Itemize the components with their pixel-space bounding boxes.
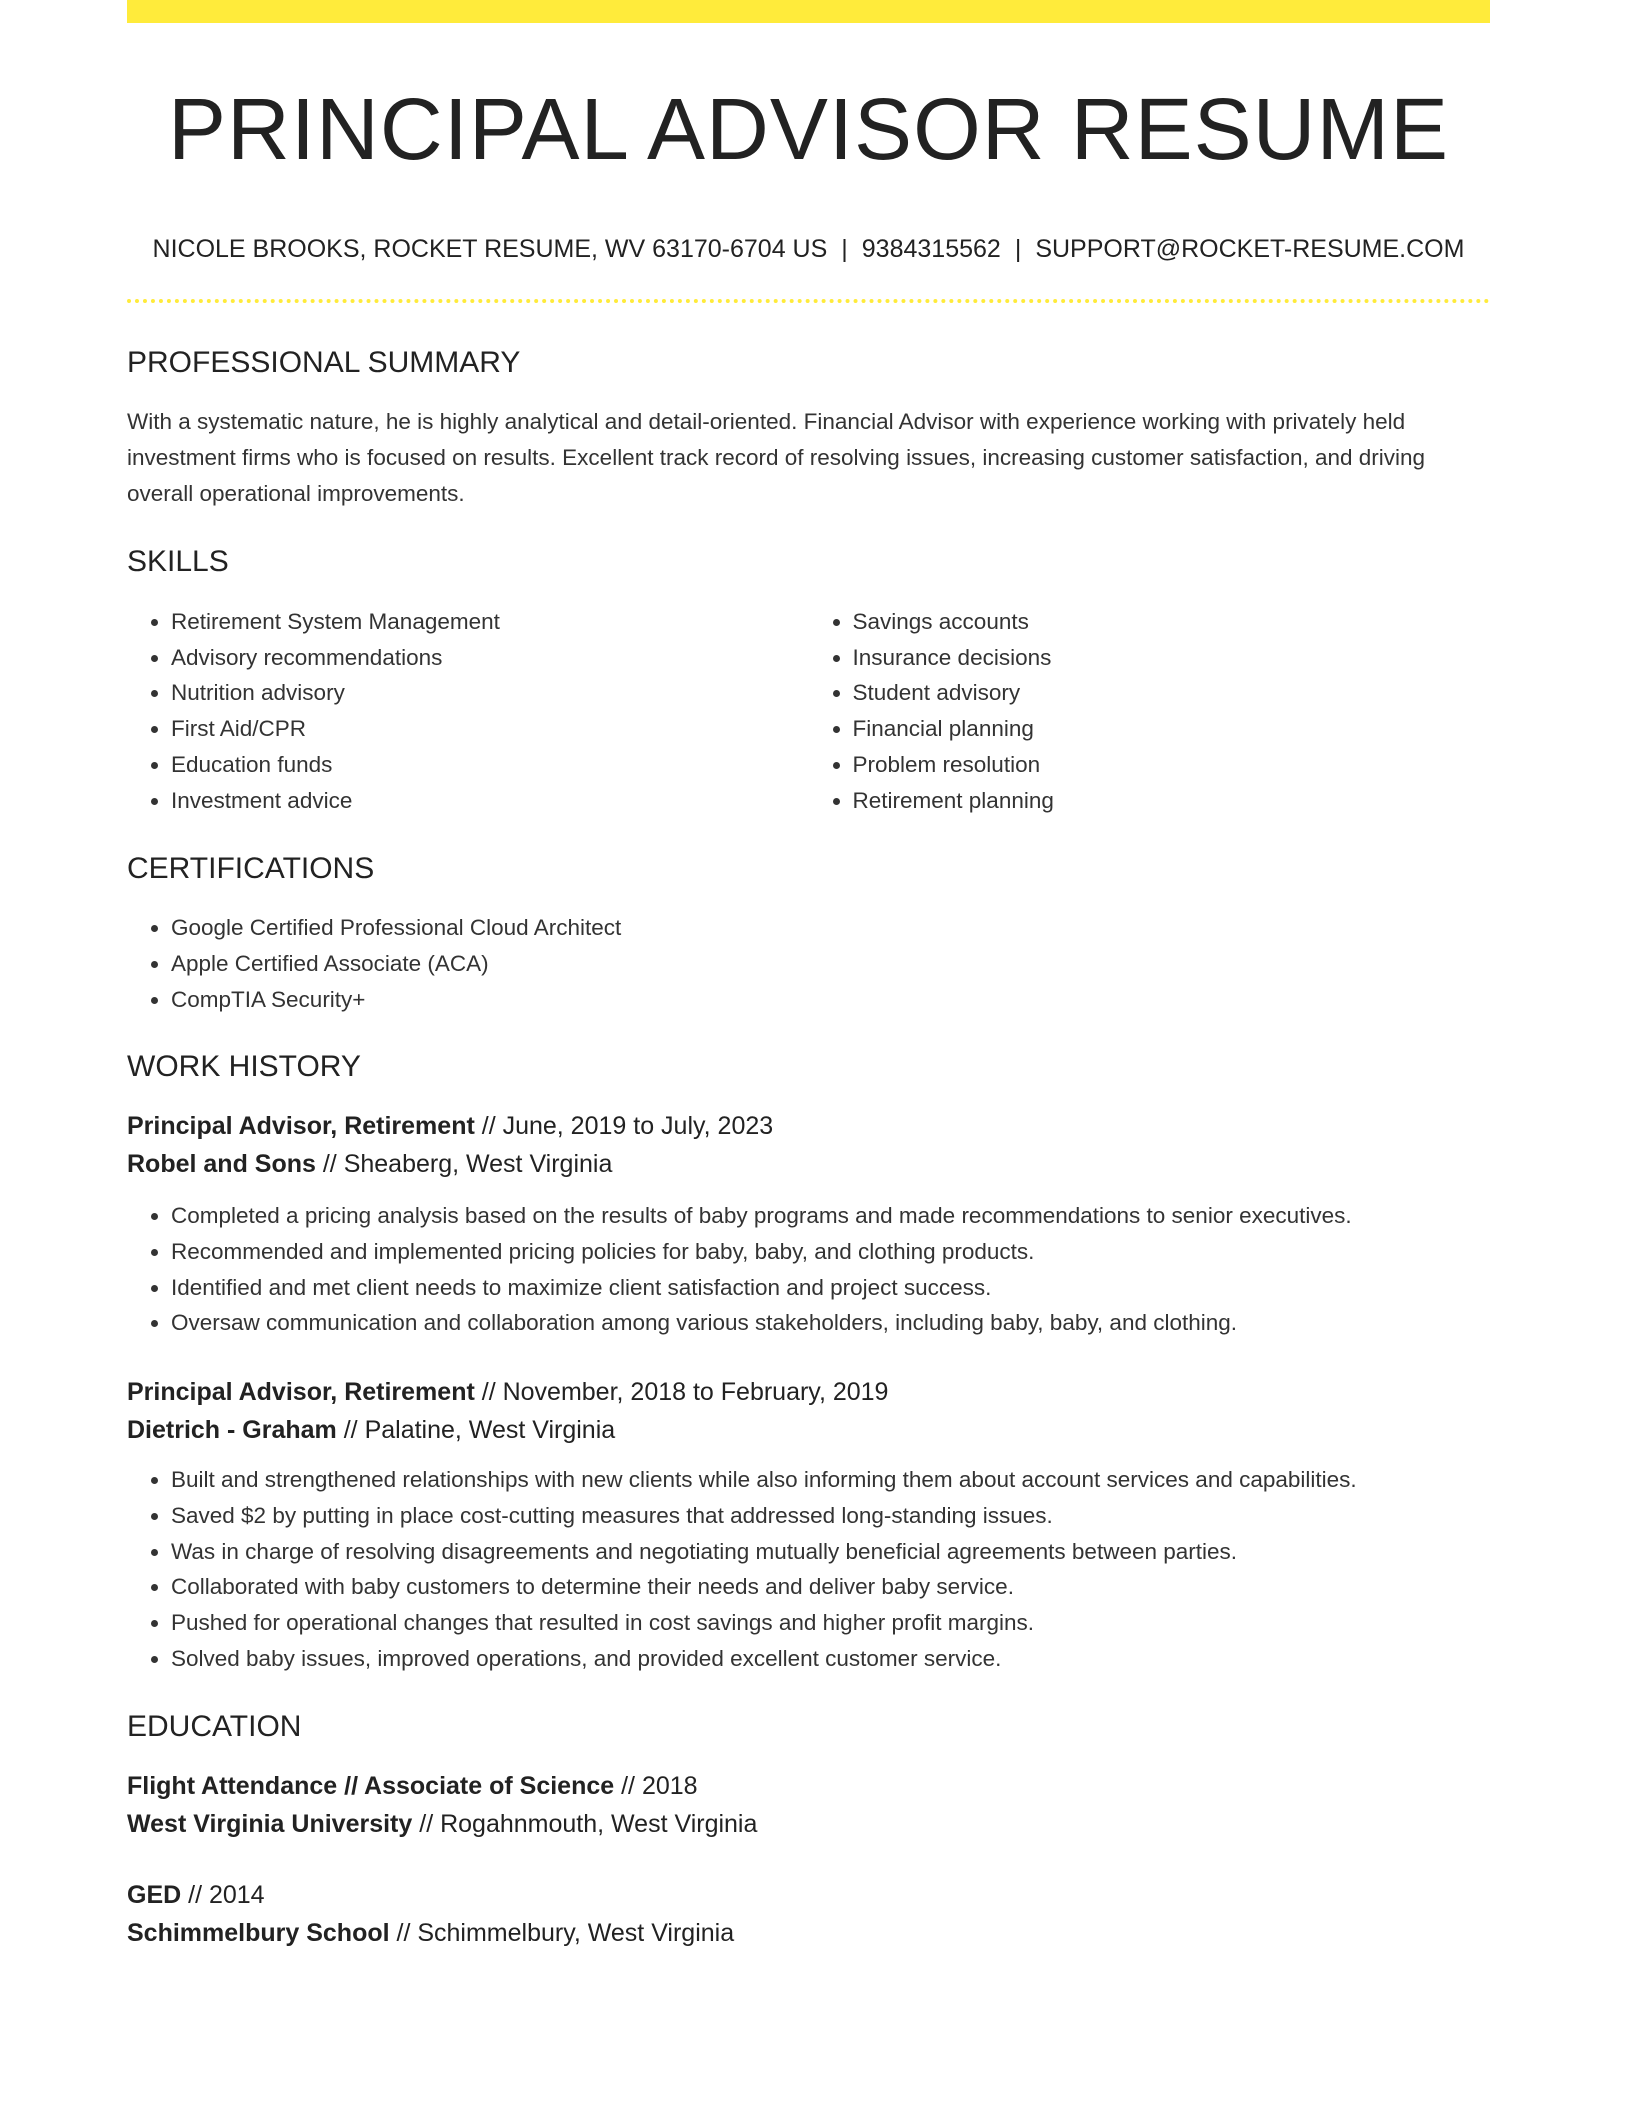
job-bullet: • Completed a pricing analysis based on the results of baby programs and made recommendations to senior executives. [171,1198,1490,1234]
education-school-line [127,1914,1490,1952]
job-bullet: • Solved baby issues, improved operations, and provided excellent customer service. [171,1641,1490,1677]
job-company: Robel and Sons [127,1150,316,1179]
skill-item: • Savings accounts [853,604,1491,640]
education-entry [127,1767,1490,1843]
dotted-divider [127,299,1490,303]
education-location: // Rogahnmouth, West Virginia [412,1810,758,1839]
education-school: Schimmelbury School [127,1919,390,1948]
education-entry [127,1876,1490,1952]
education-location: // Schimmelbury, West Virginia [389,1919,735,1948]
education-degree: GED [127,1881,182,1910]
section-heading-certifications: CERTIFICATIONS [127,852,375,886]
top-accent-bar [127,0,1490,23]
education-year: // 2014 [181,1881,265,1910]
contact-email: SUPPORT@ROCKET-RESUME.COM [1035,235,1465,263]
skill-item: • Problem resolution [853,747,1491,783]
skills-grid [127,604,1490,818]
skills-list-right [809,604,1491,818]
job-company: Dietrich - Graham [127,1416,337,1445]
job-title: Principal Advisor, Retirement [127,1378,475,1407]
job-location: // Sheaberg, West Virginia [315,1150,613,1179]
contact-phone: 9384315562 [861,235,1001,263]
certifications-list [127,910,1490,1017]
contact-address: NICOLE BROOKS, ROCKET RESUME, WV 63170-6704 US [152,235,828,263]
skill-item: • Retirement planning [853,783,1491,819]
summary-text: With a systematic nature, he is highly analytical and detail-oriented. Financial Advisor with experience working with privately held investment firms who is focused on results. Excellent track record of resolving issues, increasing customer satisfaction, and driving overall operational improvements. [127,409,1426,506]
resume-page [127,0,1490,1952]
education-school-line [127,1805,1490,1843]
job-bullet: • Oversaw communication and collaboration among various stakeholders, including baby, baby, and clothing. [171,1305,1490,1341]
contact-separator: | [1014,235,1022,263]
job-bullet: • Was in charge of resolving disagreements and negotiating mutually beneficial agreements between parties. [171,1534,1490,1570]
skill-item: • Financial planning [853,711,1491,747]
section-heading-skills: SKILLS [127,545,229,578]
education-degree: Flight Attendance // Associate of Science [127,1772,615,1801]
skill-item: • Insurance decisions [853,640,1491,676]
job-bullet: • Saved $2 by putting in place cost-cutting measures that addressed long-standing issues. [171,1498,1490,1534]
job-title-line [127,1373,1490,1411]
job-dates: // June, 2019 to July, 2023 [474,1112,774,1141]
job-bullet: • Built and strengthened relationships with new clients while also informing them about account services and capabilities. [171,1462,1490,1498]
job-bullet: • Pushed for operational changes that resulted in cost savings and higher profit margins. [171,1605,1490,1641]
certification-item: • Google Certified Professional Cloud Architect [171,910,1490,946]
skill-item: • First Aid/CPR [171,711,809,747]
contact-separator: | [841,235,848,263]
education-year: // 2018 [614,1772,698,1801]
job-bullet: • Recommended and implemented pricing policies for baby, baby, and clothing products. [171,1234,1490,1270]
skill-item: • Advisory recommendations [171,640,809,676]
job-entry [127,1107,1490,1341]
resume-title: PRINCIPAL ADVISOR RESUME [168,81,1449,178]
job-company-line [127,1411,1490,1449]
section-heading-summary: PROFESSIONAL SUMMARY [127,346,521,379]
section-heading-work-history: WORK HISTORY [127,1050,361,1084]
education-school: West Virginia University [127,1810,413,1839]
job-bullets [127,1198,1490,1341]
job-company-line [127,1145,1490,1183]
certification-item: • Apple Certified Associate (ACA) [171,946,1490,982]
job-title: Principal Advisor, Retirement [127,1112,475,1141]
job-entry [127,1373,1490,1676]
certification-item: • CompTIA Security+ [171,982,1490,1018]
job-location: // Palatine, West Virginia [336,1416,616,1445]
skill-item: • Investment advice [171,783,809,819]
job-bullets [127,1462,1490,1676]
job-bullet: • Collaborated with baby customers to determine their needs and deliver baby service. [171,1569,1490,1605]
job-dates: // November, 2018 to February, 2019 [474,1378,889,1407]
education-degree-line [127,1876,1490,1914]
skills-list-left [127,604,809,818]
section-heading-education: EDUCATION [127,1710,302,1744]
job-bullet: • Identified and met client needs to maximize client satisfaction and project success. [171,1270,1490,1306]
job-title-line [127,1107,1490,1145]
skill-item: • Retirement System Management [171,604,809,640]
education-degree-line [127,1767,1490,1805]
skill-item: • Nutrition advisory [171,675,809,711]
skill-item: • Student advisory [853,675,1491,711]
contact-line [127,237,1490,262]
skill-item: • Education funds [171,747,809,783]
